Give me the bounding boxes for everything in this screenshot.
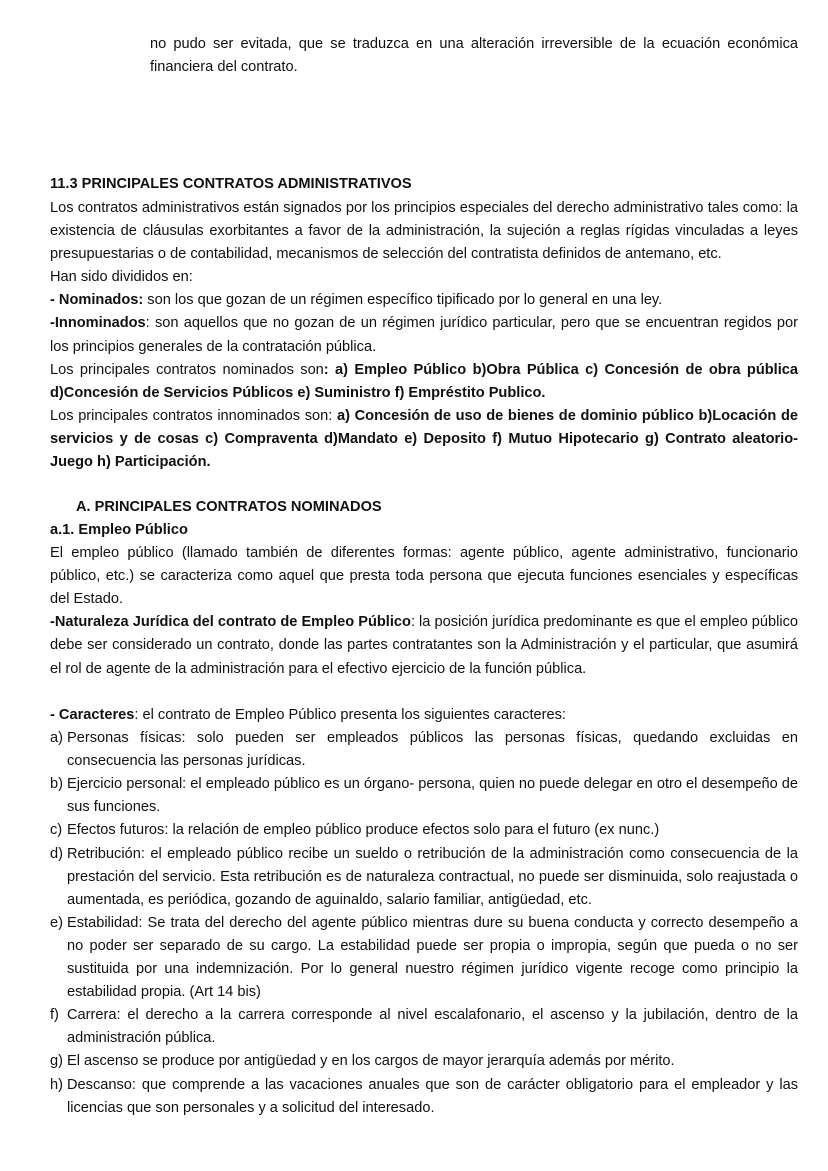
innominados-text: : son aquellos que no gozan de un régimen jurídico particular, pero que se encuentran regidos por los principios generales de la contratación pública.	[50, 315, 798, 355]
naturaleza-paragraph	[50, 611, 798, 680]
list-marker: f)	[50, 1007, 59, 1024]
caracteres-intro	[50, 704, 798, 727]
list-item	[50, 912, 798, 1004]
list-item	[50, 727, 798, 773]
list-marker: d)	[50, 845, 63, 862]
list-marker: g)	[50, 1053, 63, 1070]
section-paragraph-1: Los contratos administrativos están signados por los principios especiales del derecho administrativo tales como: la existencia de cláusulas exorbitantes a favor de la administración, la sujeción a reglas rígidas vinculadas a leyes presupuestarias o de contabilidad, mecanismos de selección del contratista definidos de antemano, etc.	[50, 200, 798, 263]
naturaleza-label: -Naturaleza Jurídica del contrato de Empleo Público	[50, 614, 411, 631]
caracteres-intro-text: : el contrato de Empleo Público presenta los siguientes caracteres:	[134, 707, 566, 723]
section-paragraph-2: Han sido divididos en:	[50, 269, 193, 286]
list-item-text: Retribución: el empleado público recibe un sueldo o retribución de la administración como consecuencia de la prestación del servicio. Esta retribución es de naturaleza contractual, no puede ser disminuida, solo reajustada o aumentada, es periódica, gozando de aguinaldo, salario familiar, antigüedad, etc.	[67, 845, 798, 908]
nominados-text: son los que gozan de un régimen específico tipificado por lo general en una ley.	[143, 292, 663, 309]
intro-paragraph: no pudo ser evitada, que se traduzca en una alteración irreversible de la ecuación económica financiera del contrato.	[150, 36, 798, 76]
list-item	[50, 1004, 798, 1050]
list-item	[50, 1074, 798, 1120]
a1-title-text: a.1. Empleo Público	[50, 522, 188, 538]
nominados-label: - Nominados:	[50, 292, 144, 309]
subsection-a-body	[50, 519, 798, 681]
innominados-label: -Innominados	[50, 315, 146, 332]
nominados-list-intro: Los principales contratos nominados son	[50, 361, 324, 378]
innominados-list	[50, 405, 798, 474]
list-item-text: Personas físicas: solo pueden ser empleados públicos las personas físicas, quedando excluidas en consecuencia las personas jurídicas.	[67, 730, 798, 770]
list-item	[50, 773, 798, 819]
a1-title	[50, 519, 798, 542]
section-title: 11.3 PRINCIPALES CONTRATOS ADMINISTRATIVOS	[50, 176, 412, 192]
list-marker: h)	[50, 1076, 63, 1093]
list-marker: c)	[50, 822, 63, 839]
innominados-definition	[50, 312, 798, 358]
a1-paragraph: El empleo público (llamado también de diferentes formas: agente público, agente administrativo, funcionario público, etc.) se caracteriza como aquel que presta toda persona que ejecuta funciones esenciales y específicas del Estado.	[50, 545, 798, 608]
list-item-text: El ascenso se produce por antigüedad y en los cargos de mayor jerarquía además por mérito.	[67, 1053, 675, 1070]
nominados-list	[50, 359, 798, 405]
list-item	[50, 843, 798, 912]
list-item-text: Efectos futuros: la relación de empleo público produce efectos solo para el futuro (ex nunc.)	[67, 822, 660, 839]
list-marker: e)	[50, 914, 63, 931]
innominados-list-intro: Los principales contratos innominados son:	[50, 407, 337, 424]
list-item-text: Estabilidad: Se trata del derecho del agente público mientras dure su buena conducta y correcto desempeño a no poder ser separado de su cargo. La estabilidad puede ser propia o impropia, según que pueda o no ser sustituida por una indemnización. Por lo general nuestro régimen jurídico vigente recoge como principio la estabilidad propia. (Art 14 bis)	[67, 914, 798, 1001]
list-item-text: Ejercicio personal: el empleado público es un órgano- persona, quien no puede delegar en otro el desempeño de sus funciones.	[67, 776, 798, 816]
section-body	[50, 197, 798, 474]
list-item-text: Carrera: el derecho a la carrera corresponde al nivel escalafonario, el ascenso y la jubilación, dentro de la administración pública.	[67, 1007, 798, 1047]
naturaleza-text: : la posición jurídica predominante es que el empleo público debe ser considerado un contrato, donde las partes contratantes son la Administración y el particular, que asumirá el rol de agente de la administración para el efectivo ejercicio de la función pública.	[50, 614, 798, 677]
nominados-definition	[50, 289, 798, 312]
list-item-text: Descanso: que comprende a las vacaciones anuales que son de carácter obligatorio para el empleador y las licencias que son personales y a solicitud del interesado.	[67, 1076, 798, 1116]
list-marker: b)	[50, 776, 63, 793]
list-item	[50, 1050, 798, 1073]
subsection-a-title: A. PRINCIPALES CONTRATOS NOMINADOS	[76, 499, 382, 515]
caracteres-list	[50, 727, 798, 1120]
list-item	[50, 819, 798, 842]
list-marker: a)	[50, 730, 63, 747]
caracteres-label: - Caracteres	[50, 707, 135, 723]
caracteres-section	[50, 704, 798, 1120]
innominados-list-items: a) Concesión de uso de bienes de dominio público b)Locación de servicios y de cosas c) Compraventa d)Mandato e) Deposito f) Mutuo Hipotecario g) Contrato aleatorio- Juego h) Participación.	[50, 407, 799, 471]
nominados-list-items: : a) Empleo Público b)Obra Pública c) Concesión de obra pública d)Concesión de Servicios Públicos e) Suministro f) Empréstito Publico.	[50, 361, 798, 401]
